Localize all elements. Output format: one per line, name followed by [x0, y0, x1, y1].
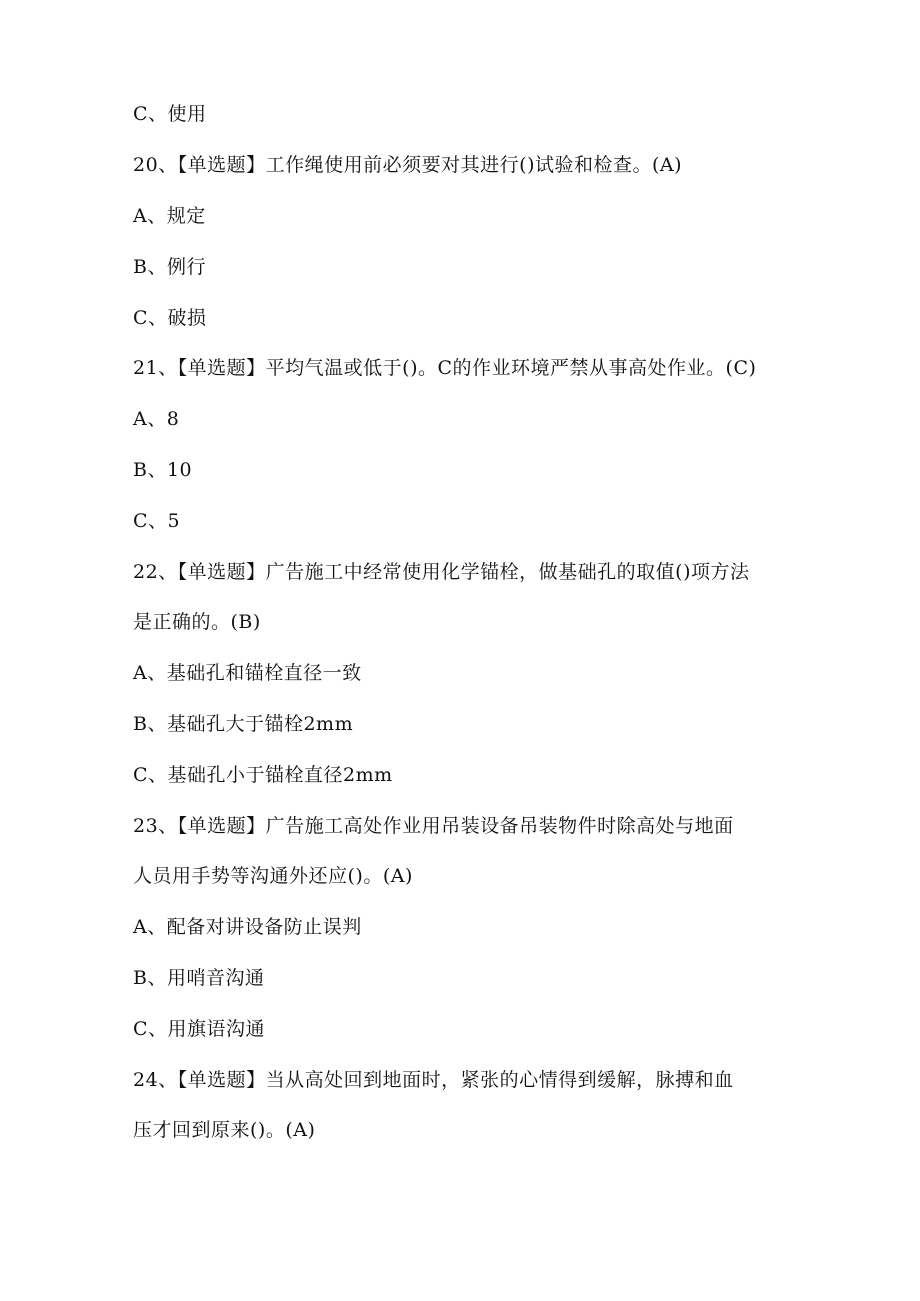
option-22b: B、基础孔大于锚栓2mm [133, 713, 354, 735]
option-23c: C、用旗语沟通 [133, 1018, 266, 1040]
option-21b: B、10 [133, 459, 193, 481]
option-20c: C、破损 [133, 307, 207, 329]
question-22-cont: 是正确的。(B) [133, 611, 261, 633]
option-21c: C、5 [133, 510, 181, 532]
question-23-cont: 人员用手势等沟通外还应()。(A) [133, 865, 413, 887]
option-20b: B、例行 [133, 256, 206, 278]
question-23: 23、【单选题】广告施工高处作业用吊装设备吊装物件时除高处与地面 [133, 815, 734, 837]
option-20a: A、规定 [133, 205, 206, 227]
question-24: 24、【单选题】当从高处回到地面时，紧张的心情得到缓解，脉搏和血 [133, 1069, 734, 1091]
option-23b: B、用哨音沟通 [133, 967, 265, 989]
option-22c: C、基础孔小于锚栓直径2mm [133, 764, 393, 786]
option-21a: A、8 [133, 408, 180, 430]
option-22a: A、基础孔和锚栓直径一致 [133, 662, 362, 684]
option-23a: A、配备对讲设备防止误判 [133, 916, 362, 938]
option-19c: C、使用 [133, 103, 207, 125]
question-21: 21、【单选题】平均气温或低于()。C的作业环境严禁从事高处作业。(C) [133, 357, 757, 379]
question-24-cont: 压才回到原来()。(A) [133, 1119, 316, 1141]
question-22: 22、【单选题】广告施工中经常使用化学锚栓，做基础孔的取值()项方法 [133, 561, 750, 583]
question-20: 20、【单选题】工作绳使用前必须要对其进行()试验和检查。(A) [133, 154, 683, 176]
